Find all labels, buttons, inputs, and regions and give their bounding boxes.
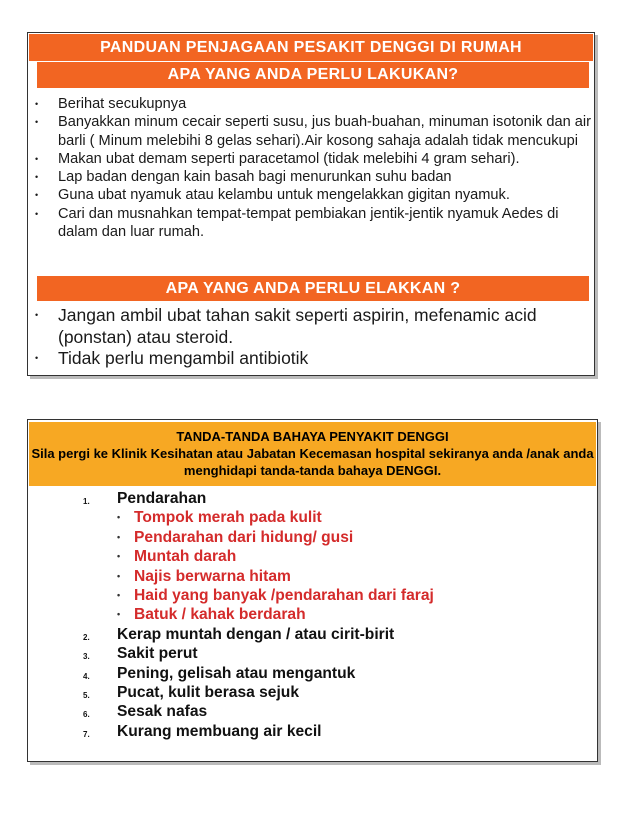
bullet-icon: • [35, 353, 39, 363]
avoid-list [28, 305, 594, 370]
list-item: • Banyakkan minum cecair seperti susu, jus buah-buahan, minuman isotonik dan air barli ( Minum melebihi 8 gelas sehari).Air kosong sahaja adalah tidak mencukupi [35, 114, 591, 149]
bullet-icon: • [117, 531, 121, 542]
item-number: 3. [83, 652, 90, 662]
list-item [28, 625, 596, 644]
sub-list-item: • Haid yang banyak /pendarahan dari faraj [117, 587, 434, 605]
sub-list-item: • Tompok merah pada kulit [117, 509, 322, 527]
item-number: 2. [83, 632, 90, 642]
danger-title: TANDA-TANDA BAHAYA PENYAKIT DENGGI [176, 429, 449, 444]
sign-label: Pening, gelisah atau mengantuk [117, 664, 356, 682]
do-heading: APA YANG ANDA PERLU LAKUKAN? [37, 62, 589, 88]
bullet-icon: • [117, 609, 121, 620]
home-care-guide-box [27, 32, 595, 376]
list-item [28, 664, 596, 683]
bullet-icon: • [35, 310, 39, 320]
item-number: 6. [83, 710, 90, 720]
sign-label: Pucat, kulit berasa sejuk [117, 684, 300, 702]
bullet-icon: • [35, 208, 39, 219]
sign-label: Sakit perut [117, 645, 198, 663]
bullet-icon: • [117, 570, 121, 581]
guide-title: PANDUAN PENJAGAAN PESAKIT DENGGI DI RUMAH [29, 34, 593, 61]
bullet-icon: • [117, 590, 121, 601]
list-item: • Tidak perlu mengambil antibiotik [35, 348, 309, 368]
list-item [28, 489, 596, 625]
list-item: • Cari dan musnahkan tempat-tempat pembiakan jentik-jentik nyamuk Aedes di dalam dan luar rumah. [35, 205, 559, 241]
avoid-heading: APA YANG ANDA PERLU ELAKKAN ? [37, 276, 589, 301]
do-list [28, 95, 594, 241]
bullet-icon: • [35, 117, 39, 128]
sign-label: Kerap muntah dengan / atau cirit-birit [117, 625, 395, 643]
list-item: • Lap badan dengan kain basah bagi menurunkan suhu badan [35, 169, 452, 186]
list-item [28, 683, 596, 702]
list-item [28, 644, 596, 663]
sub-list-item: • Pendarahan dari hidung/ gusi [117, 528, 354, 546]
item-number: 1. [83, 497, 90, 506]
item-number: 7. [83, 729, 90, 739]
bullet-icon: • [35, 153, 39, 164]
list-item [28, 702, 596, 721]
danger-banner [29, 422, 596, 486]
bleeding-sub-list [117, 508, 596, 624]
list-item: • Guna ubat nyamuk atau kelambu untuk mengelakkan gigitan nyamuk. [35, 187, 510, 204]
item-number: 4. [83, 671, 90, 681]
sub-list-item: • Najis berwarna hitam [117, 567, 291, 585]
danger-signs-list [28, 489, 596, 741]
danger-instruction: Sila pergi ke Klinik Kesihatan atau Jabatan Kecemasan hospital sekiranya anda /anak anda menghidapi tanda-tanda bahaya DENGGI. [31, 446, 594, 478]
item-number: 5. [83, 691, 90, 701]
bullet-icon: • [117, 512, 121, 523]
list-item: • Makan ubat demam seperti paracetamol (tidak melebihi 4 gram sehari). [35, 150, 520, 167]
home-care-guide-inner [28, 33, 594, 375]
danger-signs-box [27, 419, 598, 762]
sign-label: Pendarahan [117, 490, 207, 507]
sign-label: Sesak nafas [117, 703, 208, 721]
sub-list-item: • Muntah darah [117, 548, 237, 566]
list-item: • Jangan ambil ubat tahan sakit seperti aspirin, mefenamic acid (ponstan) atau steroid. [35, 305, 537, 347]
bullet-icon: • [35, 190, 39, 201]
bullet-icon: • [35, 99, 39, 109]
bullet-icon: • [117, 551, 121, 562]
sub-list-item: • Batuk / kahak berdarah [117, 606, 306, 624]
list-item: • Berihat secukupnya [35, 96, 187, 112]
bullet-icon: • [35, 172, 39, 183]
list-item [28, 722, 596, 741]
sign-label: Kurang membuang air kecil [117, 722, 322, 740]
